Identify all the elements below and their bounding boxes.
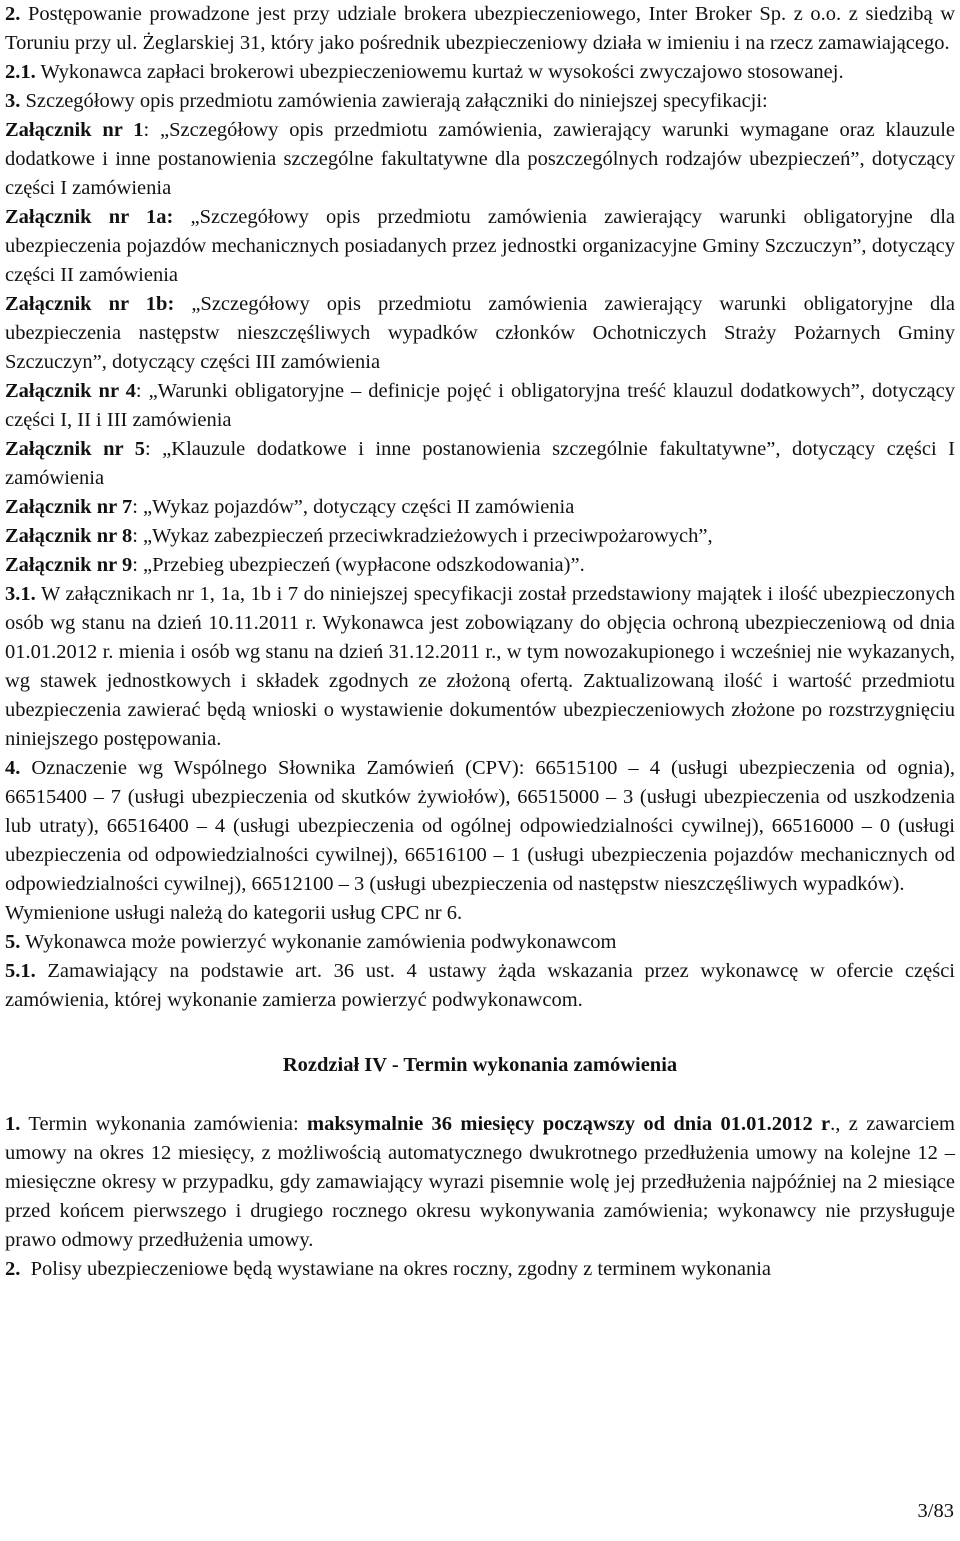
paragraph-text: Szczegółowy opis przedmiotu zamówienia zawierają załączniki do niniejszej specyfikacji:: [20, 90, 768, 112]
paragraph-policies: [5, 1255, 955, 1284]
paragraph-5: [5, 928, 955, 957]
attachment-label: Załącznik nr 1b:: [5, 293, 175, 315]
attachment-1: [5, 116, 955, 203]
paragraph-text: Postępowanie prowadzone jest przy udziale brokera ubezpieczeniowego, Inter Broker Sp. z o.o. z siedzibą w Toruniu przy ul. Żeglarskiej 31, który jako pośrednik ubezpieczeniowy działa w imieniu i na rzecz zamawiającego.: [5, 3, 955, 54]
paragraph-text: Wykonawca może powierzyć wykonanie zamówienia podwykonawcom: [20, 931, 617, 953]
section-number: 4.: [5, 757, 21, 779]
term-text-pre: Termin wykonania zamówienia:: [20, 1113, 308, 1135]
paragraph-4: [5, 754, 955, 899]
attachment-1a: [5, 203, 955, 290]
paragraph-2: [5, 0, 955, 58]
section-number: 5.: [5, 931, 21, 953]
page-number: 3/83: [917, 1500, 954, 1522]
attachment-label: Załącznik nr 5: [5, 438, 145, 460]
attachment-7: [5, 493, 955, 522]
attachment-4: [5, 377, 955, 435]
document-page: [5, 0, 955, 1284]
paragraph-cpc: [5, 899, 955, 928]
section-number: 2.: [5, 3, 21, 25]
section-number: 5.1.: [5, 960, 36, 982]
attachment-text: : „Klauzule dodatkowe i inne postanowienia szczególnie fakultatywne”, dotyczący części I zamówienia: [5, 438, 955, 489]
attachment-label: Załącznik nr 7: [5, 496, 133, 518]
attachment-label: Załącznik nr 1: [5, 119, 144, 141]
attachment-label: Załącznik nr 4: [5, 380, 136, 402]
paragraph-text: W załącznikach nr 1, 1a, 1b i 7 do niniejszej specyfikacji został przedstawiony majątek i ilość ubezpieczonych osób wg stanu na dzień 10.11.2011 r. Wykonawca jest zobowiązany do objęcia ochroną ubezpieczeniową od dnia 01.01.2012 r. mienia i osób wg stanu na dzień 31.12.2011 r., w tym nowozakupionego i wcześniej nie wykazanych, wg stawek jednostkowych i składek zgodnych ze złożoną ofertą. Zaktualizowaną ilość i wartość przedmiotu ubezpieczenia zawierać będą wnioski o wystawienie dokumentów ubezpieczeniowych złożone po rozstrzygnięciu niniejszego postępowania.: [5, 583, 955, 750]
attachment-text: : „Warunki obligatoryjne – definicje pojęć i obligatoryjna treść klauzul dodatkowych”, dotyczący części I, II i III zamówienia: [5, 380, 955, 431]
attachment-5: [5, 435, 955, 493]
attachment-text: „Szczegółowy opis przedmiotu zamówienia zawierający warunki obligatoryjne dla ubezpieczenia pojazdów mechanicznych posiadanych przez jednostki organizacyjne Gminy Szczuczyn”, dotyczący części II zamówienia: [5, 206, 955, 286]
paragraph-text: Wymienione usługi należą do kategorii usług CPC nr 6.: [5, 902, 463, 924]
paragraph-text: Zamawiający na podstawie art. 36 ust. 4 ustawy żąda wskazania przez wykonawcę w ofercie części zamówienia, której wykonanie zamierza powierzyć podwykonawcom.: [5, 960, 955, 1011]
chapter-heading: Rozdział IV - Termin wykonania zamówienia: [282, 1054, 678, 1076]
paragraph-text: Wykonawca zapłaci brokerowi ubezpieczeniowemu kurtaż w wysokości zwyczajowo stosowanej.: [35, 61, 844, 83]
paragraph-3-1: [5, 580, 955, 754]
attachment-9: [5, 551, 955, 580]
attachment-1b: [5, 290, 955, 377]
paragraph-text: Polisy ubezpieczeniowe będą wystawiane na okres roczny, zgodny z terminem wykonania: [20, 1258, 772, 1280]
attachment-text: : „Przebieg ubezpieczeń (wypłacone odszkodowania)”.: [132, 554, 585, 576]
section-number: 2.1.: [5, 61, 36, 83]
attachment-text: „Szczegółowy opis przedmiotu zamówienia zawierający warunki obligatoryjne dla ubezpieczenia następstw nieszczęśliwych wypadków członków Ochotniczych Straży Pożarnych Gminy Szczuczyn”, dotyczący części III zamówienia: [5, 293, 955, 373]
attachment-text: : „Szczegółowy opis przedmiotu zamówienia, zawierający warunki wymagane oraz klauzule dodatkowe i inne postanowienia szczególne fakultatywne dla poszczególnych rodzajów ubezpieczeń”, dotyczący części I zamówienia: [5, 119, 955, 199]
attachment-text: : „Wykaz pojazdów”, dotyczący części II zamówienia: [132, 496, 575, 518]
attachment-label: Załącznik nr 8: [5, 525, 133, 547]
term-text-post: ., z zawarciem umowy na okres 12 miesięcy, z możliwością automatycznego dwukrotnego przedłużenia umowy na kolejne 12 – miesięczne okresy w przypadku, gdy zamawiający wyrazi pisemnie wolę jej przedłużenia najpóźniej na 2 miesiące przed końcem pierwszego i drugiego rocznego okresu wykonywania zamówienia; wykonawcy nie przysługuje prawo odmowy przedłużenia umowy.: [5, 1113, 955, 1251]
attachment-label: Załącznik nr 1a:: [5, 206, 174, 228]
section-number: 3.: [5, 90, 21, 112]
paragraph-5-1: [5, 957, 955, 1015]
section-number: 1.: [5, 1113, 21, 1135]
attachment-label: Załącznik nr 9: [5, 554, 133, 576]
paragraph-3: [5, 87, 955, 116]
paragraph-2-1: [5, 58, 955, 87]
attachment-text: : „Wykaz zabezpieczeń przeciwkradzieżowych i przeciwpożarowych”,: [132, 525, 713, 547]
attachment-8: [5, 522, 955, 551]
section-number: 3.1.: [5, 583, 36, 605]
paragraph-term: [5, 1110, 955, 1255]
paragraph-text: Oznaczenie wg Wspólnego Słownika Zamówień (CPV): 66515100 – 4 (usługi ubezpieczenia od ognia), 66515400 – 7 (usługi ubezpieczenia od skutków żywiołów), 66515000 – 3 (usługi ubezpieczenia od uszkodzenia lub utraty), 66516400 – 4 (usługi ubezpieczenia od ogólnej odpowiedzialności cywilnej), 66516000 – 0 (usługi ubezpieczenia od odpowiedzialności cywilnej), 66516100 – 1 (usługi ubezpieczenia pojazdów mechanicznych od odpowiedzialności cywilnej), 66512100 – 3 (usługi ubezpieczenia od następstw nieszczęśliwych wypadków).: [5, 757, 955, 895]
section-number: 2.: [5, 1258, 21, 1280]
term-text-bold: maksymalnie 36 miesięcy począwszy od dnia 01.01.2012 r: [307, 1113, 831, 1135]
